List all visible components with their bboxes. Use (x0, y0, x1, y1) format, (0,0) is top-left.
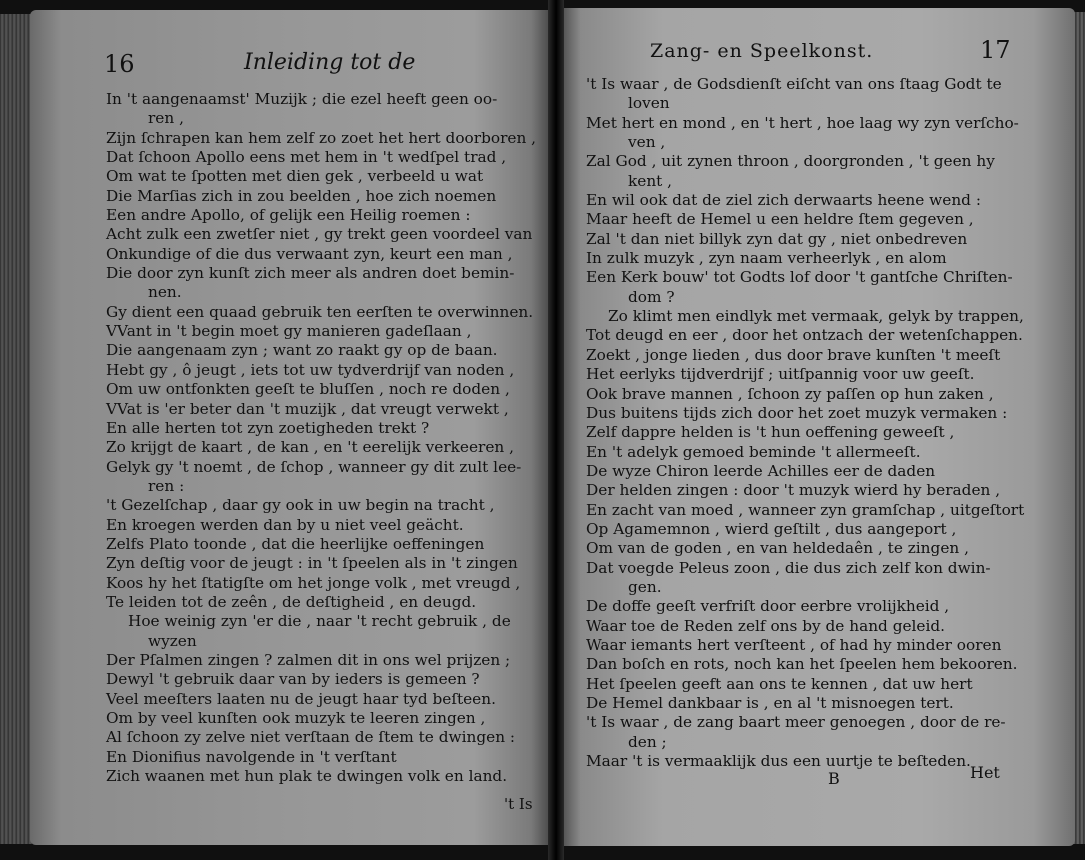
text-line: VVat is 'er beter dan 't muzijk , dat vreugt verwekt , (106, 399, 509, 418)
text-line: In zulk muzyk , zyn naam verheerlyk , en alom (586, 249, 947, 268)
text-line: VVant in 't begin moet gy manieren gadeſlaan , (106, 322, 472, 341)
text-line: Het ſpeelen geeft aan ons te kennen , dat uw hert (586, 674, 973, 693)
text-line: Zich waanen met hun plak te dwingen volk en land. (106, 767, 508, 786)
text-line: En Dionifius navolgende in 't verſtant (106, 747, 397, 766)
text-line: Een Kerk bouw' tot Godts lof door 't gantſche Chriſten- (586, 268, 1013, 287)
text-line: Die Marſias zich in zou beelden , hoe zich noemen (106, 186, 497, 205)
text-line: Om by veel kunſten ook muzyk te leeren zingen , (106, 709, 486, 727)
text-line: Tot deugd en eer , door het ontzach der wetenſchappen. (586, 326, 1023, 345)
text-line: Gelyk gy 't noemt , de ſchop , wanneer gy dit zult lee- (106, 457, 522, 476)
text-line: Hoe weinig zyn 'er die , naar 't recht gebruik , de (128, 612, 511, 631)
text-line: En 't adelyk gemoed beminde 't allermeeſt. (586, 442, 921, 461)
text-line: De wyze Chiron leerde Achilles eer de daden (586, 461, 936, 480)
text-line: Dat voegde Peleus zoon , die dus zich zelf kon dwin- (586, 558, 991, 577)
text-line: Zelf dappre helden is 't hun oeffening geweeſt , (586, 423, 955, 442)
text-line: Maar heeft de Hemel u een heldre ſtem gegeven , (586, 210, 974, 229)
text-line: Dan boſch en rots, noch kan het ſpeelen hem bekooren. (586, 655, 1018, 674)
text-line: ven , (628, 133, 666, 152)
text-line: den ; (628, 732, 667, 751)
text-line: Al ſchoon zy zelve niet verſtaan de ſtem te dwingen : (106, 728, 516, 747)
text-line: In 't aangenaamst' Muzijk ; die ezel heeft geen oo- (106, 90, 498, 108)
right-page-text (586, 75, 1024, 771)
text-line: De Hemel dankbaar is , en al 't misnoegen tert. (586, 694, 954, 712)
text-line: Om wat te ſpotten met dien gek , verbeeld u wat (106, 167, 484, 186)
right-page-number: 17 (980, 36, 1011, 64)
text-line: ren : (148, 476, 185, 495)
text-line: En zacht van moed , wanneer zyn gramſchap , uitgeſtort (586, 500, 1025, 519)
text-line: loven (628, 94, 670, 113)
right-catchword: Het (970, 763, 1000, 782)
text-line: Het eerlyks tijdverdrijf ; uitſpannig voor uw geeſt. (586, 365, 975, 384)
text-line: Waar iemants hert verſteent , of had hy minder ooren (586, 635, 1002, 654)
text-line: nen. (148, 283, 182, 302)
text-line: En alle herten tot zyn zoetigheden trekt ? (106, 418, 430, 437)
text-line: dom ? (628, 287, 675, 306)
text-line: Zo klimt men eindlyk met vermaak, gelyk by trappen, (608, 307, 1024, 326)
text-line: Zyn deſtig voor de jeugt : in 't ſpeelen als in 't zingen (106, 554, 518, 573)
text-line: Zijn ſchrapen kan hem zelf zo zoet het hert doorboren , (106, 128, 537, 147)
text-line: Veel meeſters laaten nu de jeugt haar tyd beſteen. (106, 689, 496, 708)
text-line: Om van de goden , en van heldedaên , te zingen , (586, 539, 969, 558)
text-line: Zoekt , jonge lieden , dus door brave kunſten 't meeſt (586, 345, 1001, 364)
text-line: 't Is waar , de zang baart meer genoegen , door de re- (586, 713, 1006, 732)
text-line: Koos hy het ſtatigſte om het jonge volk , met vreugd , (106, 573, 521, 592)
text-line: gen. (628, 577, 662, 596)
text-line: Dus buitens tijds zich door het zoet muzyk vermaken : (586, 403, 1008, 422)
text-line: Op Agamemnon , wierd geſtilt , dus aangeport , (586, 519, 957, 538)
text-line: Die aangenaam zyn ; want zo raakt gy op de baan. (106, 341, 498, 360)
text-line: Gy dient een quaad gebruik ten eerſten te overwinnen. (106, 302, 534, 321)
text-line: Onkundige of die dus verwaant zyn, keurt een man , (106, 244, 513, 263)
book-gutter (548, 0, 564, 860)
text-line: En wil ook dat de ziel zich derwaarts heene wend : (586, 191, 981, 210)
text-line: Om uw ontfonkten geeſt te bluſſen , noch re doden , (106, 380, 510, 399)
text-line: kent , (628, 171, 673, 190)
text-line: Zal God , uit zynen throon , doorgronden , 't geen hy (586, 152, 995, 171)
text-line: De doffe geeſt verfriſt door eerbre vrolijkheid , (586, 597, 950, 616)
text-line: Zo krijgt de kaart , de kan , en 't eerelijk verkeeren , (106, 438, 514, 457)
text-line: Zal 't dan niet billyk zyn dat gy , niet onbedreven (586, 229, 968, 248)
text-line: wyzen (148, 631, 197, 650)
text-line: Dewyl 't gebruik daar van by ieders is gemeen ? (106, 670, 480, 689)
text-line: Acht zulk een zwetſer niet , gy trekt geen voordeel van (106, 225, 533, 244)
right-signature: B (828, 769, 840, 788)
text-line: Hebt gy , ô jeugt , iets tot uw tydverdrijf van noden , (106, 360, 515, 379)
text-line: Zelfs Plato toonde , dat die heerlijke oeffeningen (106, 534, 485, 553)
text-line: Dat ſchoon Apollo eens met hem in 't wedſpel trad , (106, 148, 507, 167)
text-line: Ook brave mannen , ſchoon zy paſſen op hun zaken , (586, 384, 994, 403)
text-line: Een andre Apollo, of gelijk een Heilig roemen : (106, 206, 471, 225)
text-line: 't Is waar , de Godsdienſt eiſcht van ons ſtaag Godt te (586, 75, 1002, 93)
left-page (30, 10, 552, 845)
text-line: Der helden zingen : door 't muzyk wierd hy beraden , (586, 481, 1001, 500)
left-running-head: Inleiding tot de (244, 50, 416, 75)
left-catchword: 't Is (504, 795, 533, 813)
text-line: Der Pſalmen zingen ? zalmen dit in ons wel prijzen ; (106, 650, 511, 669)
text-line: En kroegen werden dan by u niet veel geächt. (106, 515, 464, 534)
text-line: 't Gezelſchap , daar gy ook in uw begin na tracht , (106, 496, 495, 515)
right-running-head: Zang- en Speelkonst. (650, 40, 874, 62)
left-page-text (106, 90, 536, 786)
left-page-edges (0, 14, 32, 844)
text-line: ren , (148, 109, 184, 128)
text-line: Die door zyn kunſt zich meer als andren doet bemin- (106, 264, 515, 283)
text-line: Te leiden tot de zeên , de deſtigheid , en deugd. (106, 592, 477, 611)
text-line: Maar 't is vermaaklijk dus een uurtje te beſteden. (586, 752, 971, 771)
text-line: Met hert en mond , en 't hert , hoe laag wy zyn verſcho- (586, 113, 1019, 132)
left-page-number: 16 (104, 50, 135, 78)
right-page (560, 8, 1075, 846)
text-line: Waar toe de Reden zelf ons by de hand geleid. (586, 616, 946, 635)
